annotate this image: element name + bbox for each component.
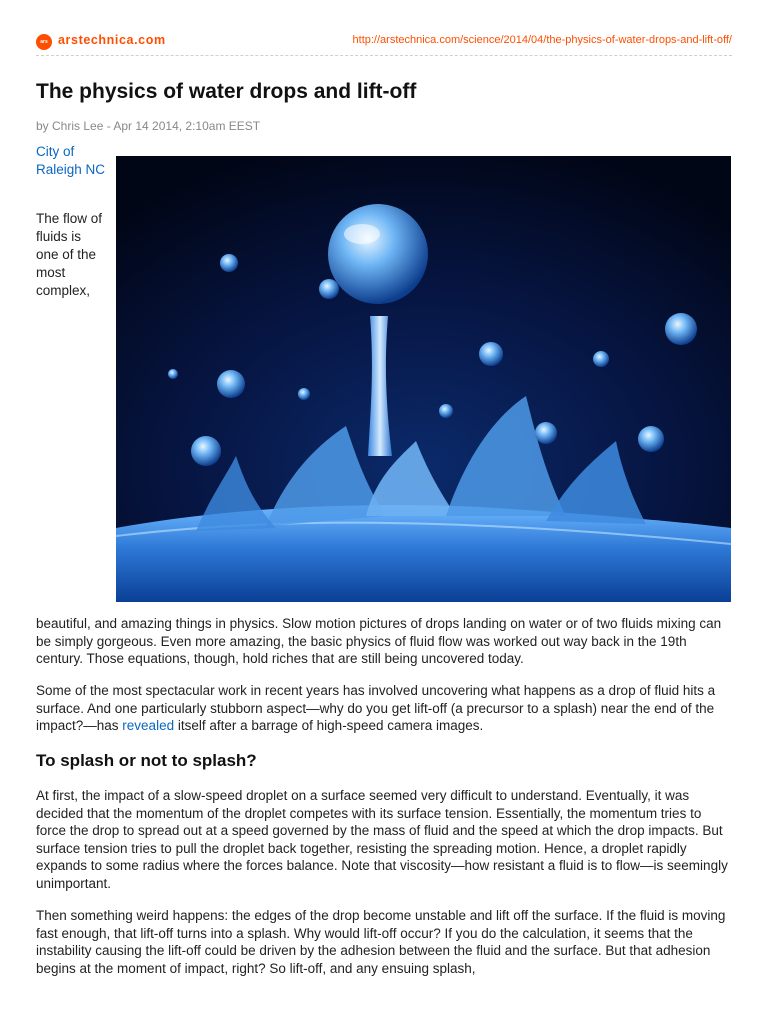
paragraph-3: At first, the impact of a slow-speed droplet on a surface seemed very difficult to understand. Eventually, it was decided that the momentum of the droplet competes with its surface tension. Essentially, the momentum tries to force the drop to spread out at a speed governed by the mass of fluid and the speed at which the drop impacts. But surface tension tries to pull the droplet back together, resisting the spreading motion. Hence, a droplet rapidly expands to some radius where the forces balance. Note that viscosity—how resistant a fluid is to flow—is seemingly unimportant. [36, 788, 728, 891]
paragraph-2-text-after: itself after a barrage of high-speed camera images. [174, 718, 484, 733]
header-divider [36, 55, 732, 56]
image-credit-link[interactable]: City of Raleigh NC [36, 144, 106, 177]
paragraph-4: Then something weird happens: the edges of the drop become unstable and lift off the surface. If the fluid is moving fast enough, that lift-off turns into a splash. Why would lift-off occur? If you do the calculation, it seems that the instability causing the lift-off could be driven by the adhesion between the fluid and the surface. But that adhesion begins at the moment of impact, right? So lift-off, and any ensuing splash, [36, 908, 726, 976]
site-header [36, 32, 732, 52]
paragraph-2 [36, 682, 732, 735]
section-heading: To splash or not to splash? [36, 751, 257, 770]
site-name[interactable]: arstechnica.com [58, 33, 166, 47]
paragraph-2-text-before: Some of the most spectacular work in recent years has involved uncovering what happens as a drop of fluid hits a surface. And one particularly stubborn aspect—why do you get lift-off (a precursor to a splash) near the end of the impact?—has [36, 683, 716, 733]
intro-text-wrap: The flow of fluids is one of the most complex, [36, 211, 103, 298]
water-splash-illustration [116, 156, 731, 602]
article-title: The physics of water drops and lift-off [36, 80, 417, 103]
article-byline: by Chris Lee - Apr 14 2014, 2:10am EEST [36, 119, 261, 133]
source-url-link[interactable]: http://arstechnica.com/science/2014/04/the-physics-of-water-drops-and-lift-off/ [352, 34, 732, 46]
water-splash-photo [116, 156, 731, 602]
revealed-link[interactable]: revealed [122, 718, 175, 733]
paragraph-1: beautiful, and amazing things in physics. Slow motion pictures of drops landing on water or of two fluids mixing can be simply gorgeous. Even more amazing, the basic physics of fluid flow was worked out way back in the 19th century. Those equations, though, hold riches that are still being uncovered today. [36, 616, 722, 666]
ars-logo-icon[interactable]: ars [36, 34, 52, 50]
